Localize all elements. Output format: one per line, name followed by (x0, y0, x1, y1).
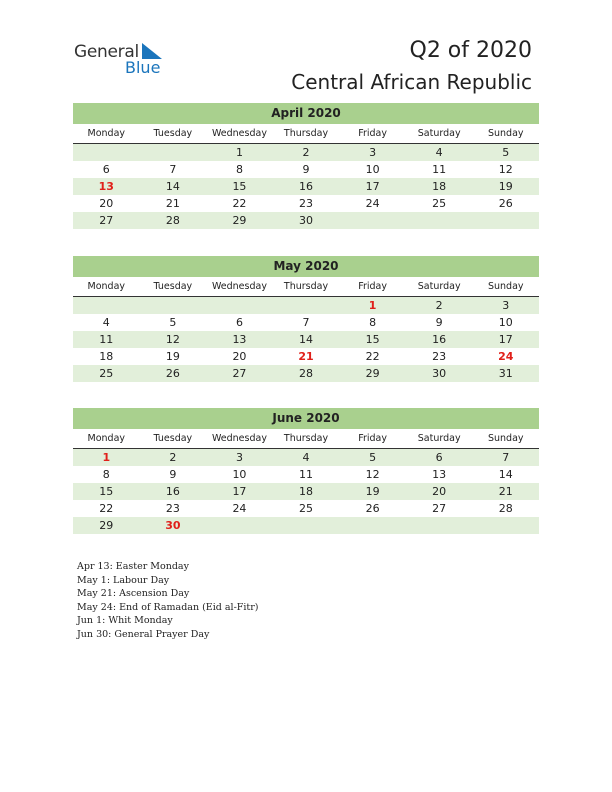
day-cell: 14 (299, 333, 314, 346)
weekday-label: Thursday (283, 281, 329, 292)
day-cell: 17 (498, 333, 513, 346)
holiday-day-cell: 21 (298, 350, 314, 363)
day-cell: 10 (498, 316, 513, 329)
day-cell: 16 (299, 180, 314, 193)
day-cell: 17 (232, 485, 247, 498)
day-cell: 8 (369, 316, 377, 329)
weekday-label: Saturday (417, 128, 461, 139)
holiday-note: Apr 13: Easter Monday (77, 561, 189, 572)
day-cell (206, 517, 273, 534)
weekday-label: Sunday (487, 128, 524, 139)
day-cell: 22 (365, 350, 380, 363)
day-cell: 6 (102, 163, 110, 176)
holiday-note: Jun 30: General Prayer Day (77, 628, 210, 640)
day-cell (140, 144, 207, 161)
day-cell: 23 (299, 197, 314, 210)
day-cell: 10 (232, 468, 247, 481)
weekday-label: Tuesday (153, 128, 193, 139)
day-cell: 18 (432, 180, 447, 193)
day-cell: 4 (435, 146, 443, 159)
weekday-header-row (73, 430, 539, 449)
month-title: June 2020 (73, 408, 539, 429)
day-cell: 22 (232, 197, 247, 210)
month-title: May 2020 (73, 256, 539, 277)
day-cell: 21 (498, 485, 513, 498)
week-row (73, 483, 539, 500)
holiday-day-cell: 1 (368, 299, 377, 312)
weekday-label: Saturday (417, 433, 461, 444)
day-cell: 25 (432, 197, 447, 210)
day-cell: 7 (502, 451, 510, 464)
day-cell (273, 517, 340, 534)
day-cell: 25 (299, 502, 314, 515)
day-cell: 14 (165, 180, 180, 193)
day-cell: 20 (432, 485, 447, 498)
day-cell: 4 (102, 316, 110, 329)
day-cell: 3 (235, 451, 243, 464)
day-cell: 29 (99, 519, 114, 532)
day-cell: 31 (498, 367, 513, 380)
day-cell: 21 (165, 197, 180, 210)
logo-general-text: General (74, 42, 139, 62)
day-cell (273, 297, 340, 314)
weekday-label: Saturday (417, 281, 461, 292)
day-cell: 26 (498, 197, 513, 210)
week-row (73, 297, 539, 314)
day-cell: 26 (165, 367, 180, 380)
week-row (73, 449, 539, 466)
day-cell: 5 (169, 316, 177, 329)
day-cell: 24 (232, 502, 247, 515)
day-cell (140, 297, 207, 314)
day-cell: 13 (232, 333, 247, 346)
day-cell: 20 (99, 197, 114, 210)
weekday-label: Friday (358, 433, 387, 444)
country-name: Central African Republic (291, 70, 532, 94)
day-cell: 30 (299, 214, 314, 227)
week-row (73, 331, 539, 348)
logo-blue-text: Blue (125, 58, 161, 77)
day-cell: 18 (99, 350, 114, 363)
day-cell: 26 (365, 502, 380, 515)
logo (74, 40, 174, 80)
day-cell: 2 (169, 451, 177, 464)
week-row (73, 212, 539, 229)
day-cell (406, 212, 473, 229)
weekday-label: Sunday (487, 281, 524, 292)
week-row (73, 144, 539, 161)
day-cell: 6 (235, 316, 243, 329)
holiday-day-cell: 30 (165, 519, 181, 532)
day-cell: 5 (369, 451, 377, 464)
day-cell: 15 (232, 180, 247, 193)
weekday-label: Thursday (283, 433, 329, 444)
weekday-label: Monday (87, 433, 126, 444)
day-cell: 28 (498, 502, 513, 515)
week-row (73, 365, 539, 382)
weekday-label: Tuesday (153, 433, 193, 444)
holiday-day-cell: 13 (98, 180, 114, 193)
day-cell (73, 297, 140, 314)
week-row (73, 178, 539, 195)
day-cell: 16 (165, 485, 180, 498)
month-title: April 2020 (73, 103, 539, 124)
day-cell: 2 (302, 146, 310, 159)
day-cell: 30 (432, 367, 447, 380)
day-cell: 6 (435, 451, 443, 464)
page-title: Q2 of 2020 (409, 38, 532, 63)
day-cell: 17 (365, 180, 380, 193)
day-cell: 14 (498, 468, 513, 481)
day-cell: 12 (498, 163, 513, 176)
day-cell: 19 (165, 350, 180, 363)
day-cell: 28 (165, 214, 180, 227)
day-cell: 15 (99, 485, 114, 498)
week-row (73, 161, 539, 178)
month-calendar (73, 103, 539, 229)
holiday-note: May 24: End of Ramadan (Eid al-Fitr) (77, 601, 259, 613)
day-cell: 15 (365, 333, 380, 346)
day-cell: 18 (299, 485, 314, 498)
week-row (73, 314, 539, 331)
day-cell: 27 (432, 502, 447, 515)
day-cell: 11 (99, 333, 114, 346)
weekday-label: Sunday (487, 433, 524, 444)
day-cell (339, 212, 406, 229)
day-cell: 24 (365, 197, 380, 210)
day-cell: 12 (365, 468, 380, 481)
day-cell: 29 (232, 214, 247, 227)
week-row (73, 195, 539, 212)
day-cell: 7 (169, 163, 177, 176)
day-cell: 13 (432, 468, 447, 481)
holiday-note: May 1: Labour Day (77, 574, 170, 586)
weekday-header-row (73, 278, 539, 297)
day-cell: 23 (165, 502, 180, 515)
logo-flag-icon (142, 43, 162, 59)
weekday-label: Monday (87, 128, 126, 139)
month-calendar (73, 256, 539, 382)
weekday-label: Wednesday (211, 128, 267, 139)
week-row (73, 517, 539, 534)
week-row (73, 500, 539, 517)
weekday-label: Friday (358, 281, 387, 292)
weekday-label: Wednesday (211, 433, 267, 444)
day-cell: 19 (365, 485, 380, 498)
day-cell: 16 (432, 333, 447, 346)
day-cell: 29 (365, 367, 380, 380)
day-cell: 9 (302, 163, 310, 176)
holiday-day-cell: 1 (102, 451, 111, 464)
day-cell: 11 (432, 163, 447, 176)
weekday-header-row (73, 125, 539, 144)
day-cell: 28 (299, 367, 314, 380)
day-cell: 3 (369, 146, 377, 159)
weekday-label: Thursday (283, 128, 329, 139)
day-cell: 27 (232, 367, 247, 380)
holiday-list (77, 560, 258, 641)
day-cell: 4 (302, 451, 310, 464)
day-cell: 22 (99, 502, 114, 515)
day-cell: 9 (435, 316, 443, 329)
day-cell (472, 212, 539, 229)
day-cell (339, 517, 406, 534)
holiday-note: Jun 1: Whit Monday (77, 615, 173, 626)
weekday-label: Monday (87, 281, 126, 292)
day-cell: 2 (435, 299, 443, 312)
day-cell: 7 (302, 316, 310, 329)
week-row (73, 348, 539, 365)
day-cell: 23 (432, 350, 447, 363)
day-cell: 12 (165, 333, 180, 346)
weekday-label: Wednesday (211, 281, 267, 292)
day-cell (73, 144, 140, 161)
weekday-label: Tuesday (153, 281, 193, 292)
day-cell: 9 (169, 468, 177, 481)
day-cell: 1 (235, 146, 243, 159)
day-cell: 3 (502, 299, 510, 312)
week-row (73, 466, 539, 483)
day-cell: 5 (502, 146, 510, 159)
day-cell: 8 (235, 163, 243, 176)
day-cell (206, 297, 273, 314)
day-cell (472, 517, 539, 534)
day-cell: 8 (102, 468, 110, 481)
holiday-day-cell: 24 (498, 350, 514, 363)
day-cell (406, 517, 473, 534)
day-cell: 19 (498, 180, 513, 193)
holiday-note: May 21: Ascension Day (77, 588, 190, 599)
month-calendar (73, 408, 539, 534)
day-cell: 20 (232, 350, 247, 363)
day-cell: 10 (365, 163, 380, 176)
day-cell: 11 (299, 468, 314, 481)
day-cell: 27 (99, 214, 114, 227)
day-cell: 25 (99, 367, 114, 380)
weekday-label: Friday (358, 128, 387, 139)
